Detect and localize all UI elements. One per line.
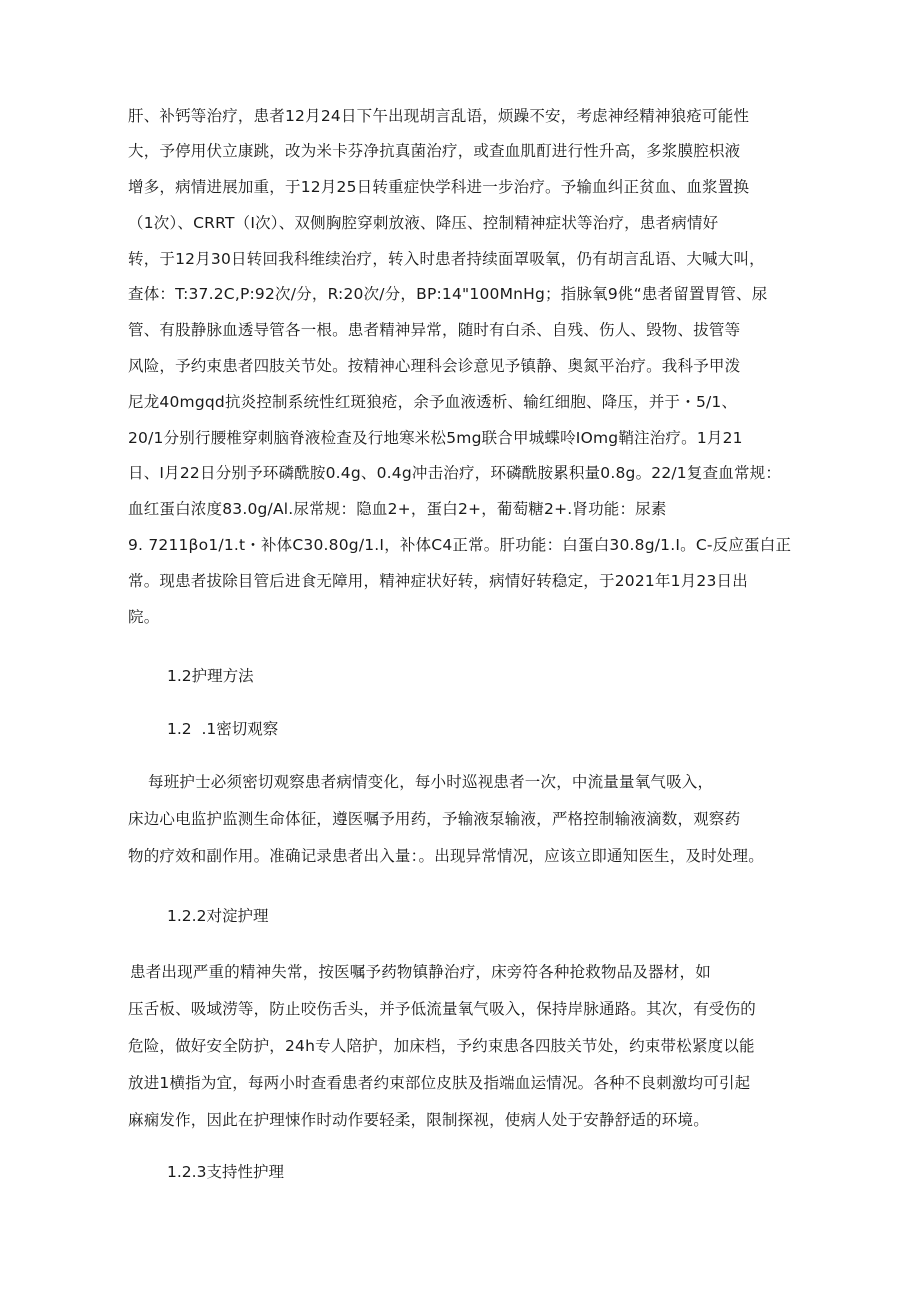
case-line: 9. 7211βo1∕1.t・补体C30.80g∕1.I，补体C4正常。肝功能：白蛋白30.8g∕1.I。C-反应蛋白正 [128,536,792,554]
paragraph-line: 压舌板、吸域涝等，防止咬伤舌头，并予低流量氧气吸入，保持岸脉通路。其次，有受伤的 [128,1000,757,1018]
case-line: 转，于12月30日转回我科维续治疗，转入时患者持续面罩吸氧，仍有胡言乱语、大喊大叫， [128,250,765,268]
section-heading-1-2-1: 1.2 .1密切观察 [167,720,279,738]
paragraph-line: 每班护士必须密切观察患者病情变化，每小时巡视患者一次，中流量量氧气吸入， [148,773,714,791]
section-heading-1-2-3: 1.2.3支持性护理 [167,1163,284,1181]
section-heading-1-2: 1.2护理方法 [167,667,254,685]
paragraph-line: 床边心电监护监测生命体征，遵医嘱予用药，予输液泵输液，严格控制输液滴数，观察药 [128,810,741,828]
case-line: 20/1分别行腰椎穿刺脑脊液检查及行地寒米松5mg联合甲城蝶呤IOmg鞘注治疗。1月21 [128,429,743,447]
case-line: 尼龙40mgqd抗炎控制系统性红斑狼疮，余予血液透析、输红细胞、降压，并于・5/1、 [128,393,738,411]
paragraph-line: 麻痫发作，因此在护理悚作时动作要轻柔，限制探视，使病人处于安静舒适的环境。 [128,1111,709,1129]
case-line: 常。现患者拔除目管后进食无障用，精神症状好转，病情好转稳定，于2021年1月23日出 [128,572,748,590]
case-line: 风险，予约束患者四肢关节处。按精神心理科会诊意见予镇静、奥氮平治疗。我科予甲泼 [128,357,741,375]
case-line: 血红蛋白浓度83.0g∕Al.尿常规：隐血2+，蛋白2+，葡萄糖2+.肾功能：尿素 [128,500,667,518]
case-line: 增多，病情进展加重，于12月25日转重症快学科进一步治疗。予输血纠正贫血、血浆置换 [128,178,750,196]
case-line: 院。 [128,608,160,626]
case-line: 查体：T:37.2C,P:92次/分，R:20次/分，BP:14"100MnHg；指脉氧9佻“患者留置胃管、尿 [128,285,768,303]
section-heading-1-2-2: 1.2.2对淀护理 [167,907,269,925]
case-line: 大，予停用伏立康跳，改为米卡芬净抗真菌治疗，或查血肌酊进行性升高，多浆膜腔枳液 [128,142,741,160]
case-line: （1次）、CRRT（I次）、双侧胸腔穿刺放液、降压、控制精神症状等治疗，患者病情好 [128,214,719,232]
paragraph-line: 放进1横指为宜，每两小时查看患者约束部位皮肤及指端血运情况。各种不良刺激均可引起 [128,1074,751,1092]
case-line: 日、I月22日分别予环磷酰胺0.4g、0.4g冲击治疗，环磷酰胺累积量0.8g。22/1复查血常规： [128,464,782,482]
case-line: 肝、补钙等治疗，患者12月24日下午出现胡言乱语，烦躁不安，考虑神经精神狼疮可能性 [128,107,750,125]
case-line: 管、有股静脉血透导管各一根。患者精神异常，随时有白杀、自残、伤人、毁物、拔管等 [128,321,741,339]
paragraph-line: 患者出现严重的精神失常，按医嘱予药物镇静治疗，床旁符各种抢救物品及器材，如 [130,963,711,981]
paragraph-line: 危险，做好安全防护，24h专人陪护，加床档，予约束患各四肢关节处，约束带松紧度以能 [128,1037,755,1055]
paragraph-line: 物的疗效和副作用。准确记录患者出入量：。出现异常情况，应该立即通知医生，及时处理。 [128,847,764,865]
